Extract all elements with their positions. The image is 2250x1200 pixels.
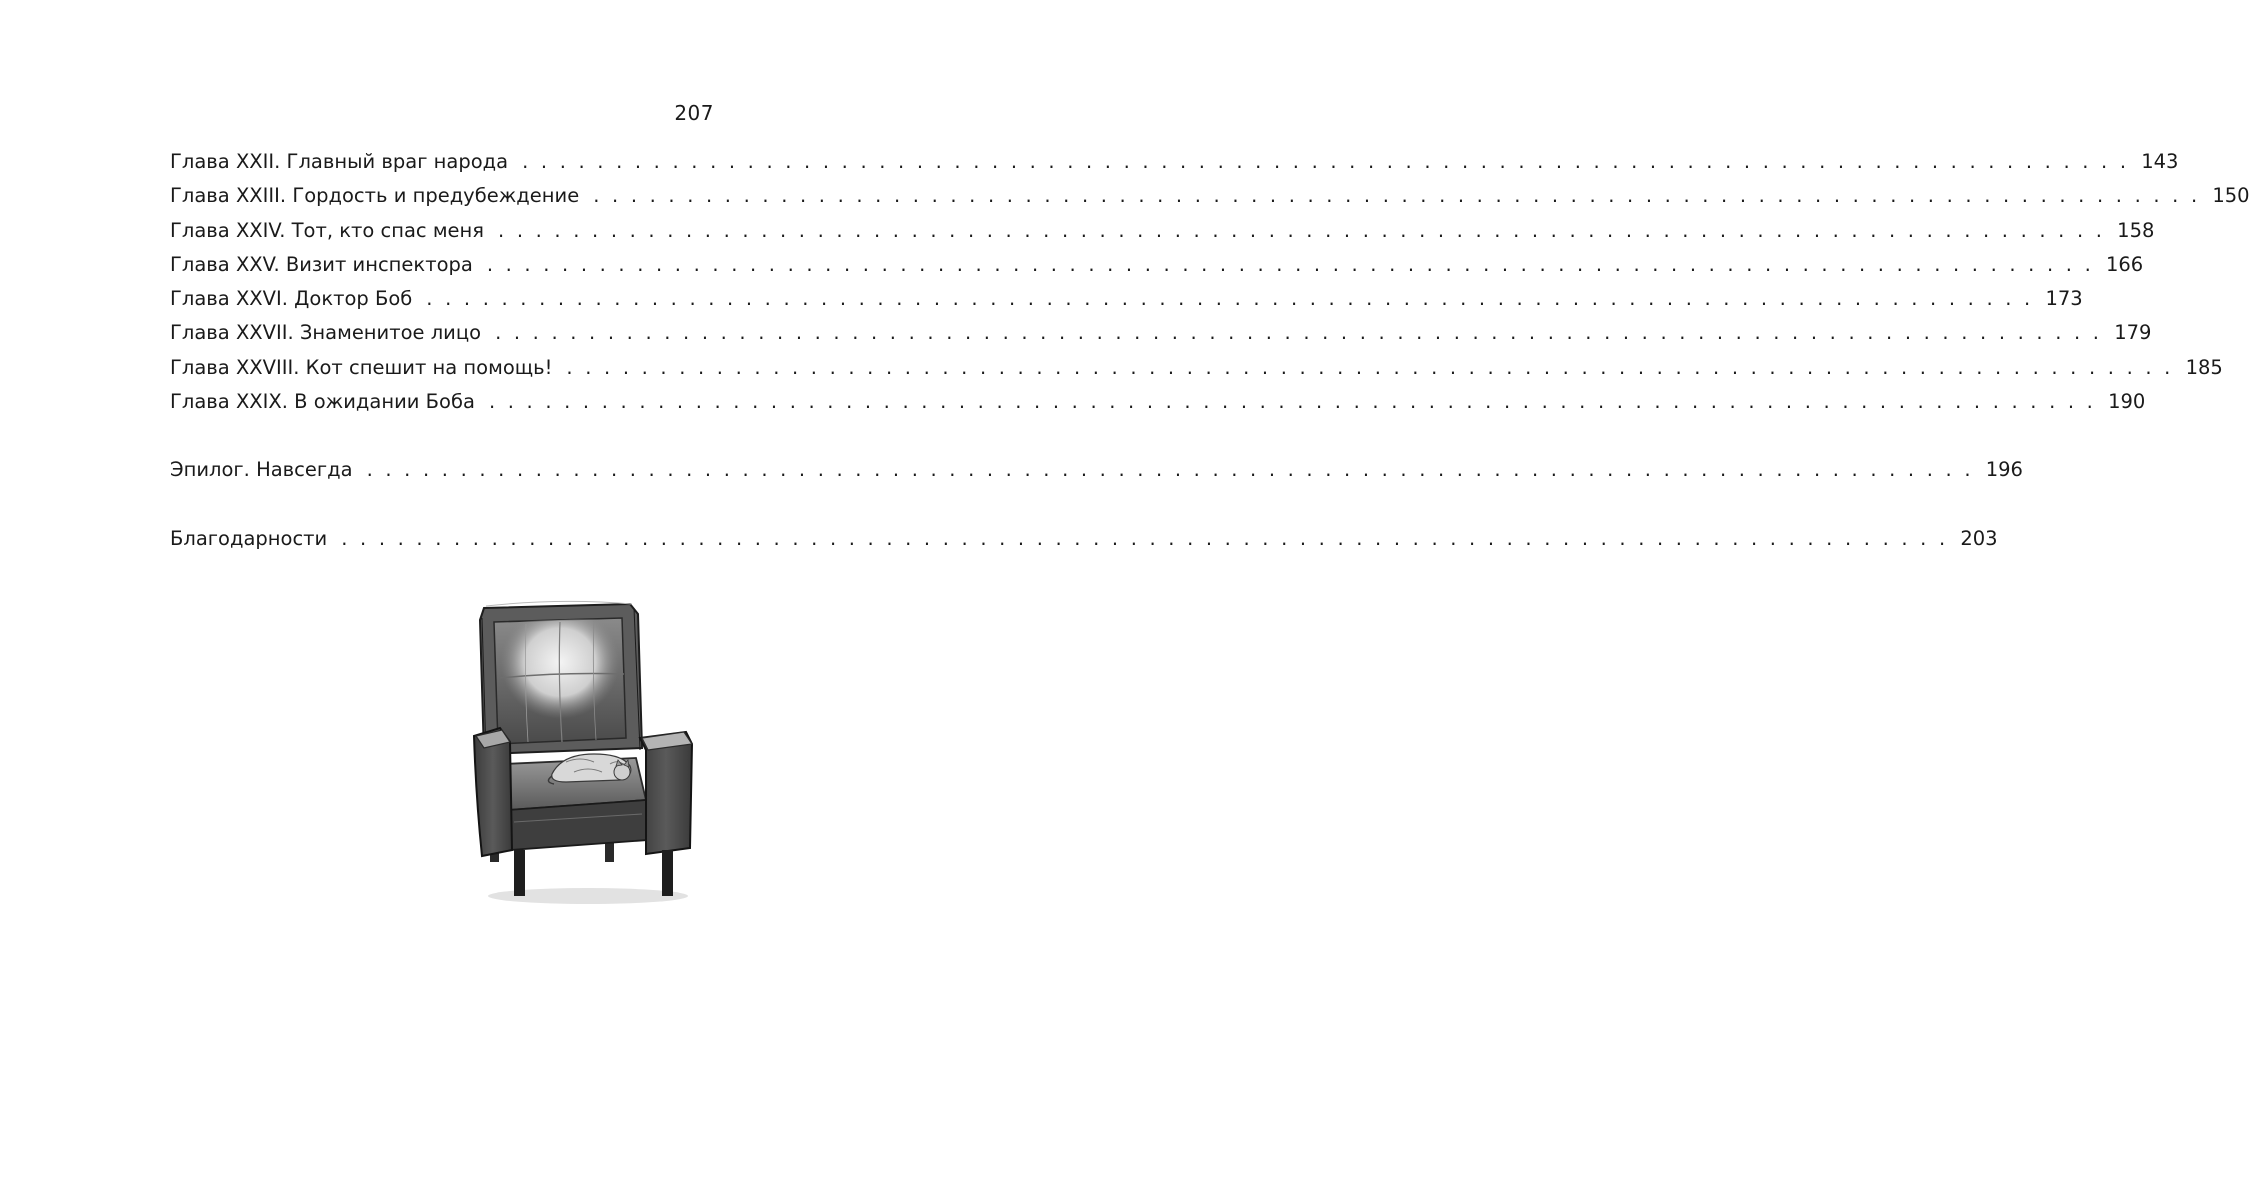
toc-dot-leader: . . . . . . . . . . . . . . . . . . . . . . . . . . . . . . . . . . . . . . . . . . . . . . . . . . . . . . . . . . . . . . . . . . . . . . . . . . . . . . . . . . . . . . xyxy=(498,218,2106,242)
toc-entry-title: Эпилог. Навсегда xyxy=(170,458,353,482)
toc-entry-chapter-24[interactable] xyxy=(170,218,2155,253)
toc-entry-page: 190 xyxy=(2108,390,2146,414)
chapters-list xyxy=(170,150,2250,424)
toc-dot-leader: . . . . . . . . . . . . . . . . . . . . . . . . . . . . . . . . . . . . . . . . . . . . . . . . . . . . . . . . . . . . . . . . . . . . . . . . . . . . . . . . . . . . . . xyxy=(486,252,2094,276)
toc-entry-chapter-28[interactable] xyxy=(170,355,2223,390)
toc-dot-leader: . . . . . . . . . . . . . . . . . . . . . . . . . . . . . . . . . . . . . . . . . . . . . . . . . . . . . . . . . . . . . . . . . . . . . . . . . . . . . . . . . . . . . . xyxy=(593,184,2201,208)
toc-dot-leader: . . . . . . . . . . . . . . . . . . . . . . . . . . . . . . . . . . . . . . . . . . . . . . . . . . . . . . . . . . . . . . . . . . . . . . . . . . . . . . . . . . . . . . xyxy=(488,390,2097,414)
toc-entry-chapter-22[interactable] xyxy=(170,150,2179,184)
toc-entry-title: Глава XXII. Главный враг народа xyxy=(170,150,509,173)
toc-entry-chapter-25[interactable] xyxy=(170,252,2144,287)
toc-dot-leader: . . . . . . . . . . . . . . . . . . . . . . . . . . . . . . . . . . . . . . . . . . . . . . . . . . . . . . . . . . . . . . . . . . . . . . . . . . . . . . . . . . . . . . xyxy=(366,458,1974,482)
table-of-contents xyxy=(170,150,2250,561)
toc-entry-page: 185 xyxy=(2185,355,2223,379)
toc-dot-leader: . . . . . . . . . . . . . . . . . . . . . . . . . . . . . . . . . . . . . . . . . . . . . . . . . . . . . . . . . . . . . . . . . . . . . . . . . . . . . . . . . . . . . . xyxy=(341,526,1949,550)
toc-entry-epilogue[interactable] xyxy=(170,458,2023,492)
toc-entry-page: 166 xyxy=(2105,252,2144,276)
toc-entry-title: Глава XXVII. Знаменитое лицо xyxy=(170,321,482,345)
acknowledgements-group xyxy=(170,526,1998,561)
toc-entry-chapter-23[interactable] xyxy=(170,184,2250,218)
toc-entry-acknowledgements[interactable] xyxy=(170,526,1998,561)
toc-entry-page: 196 xyxy=(1985,458,2023,482)
toc-entry-chapter-27[interactable] xyxy=(170,321,2152,355)
toc-entry-page: 179 xyxy=(2114,321,2152,345)
armchair-with-sleeping-cat-icon xyxy=(470,578,700,908)
toc-dot-leader: . . . . . . . . . . . . . . . . . . . . . . . . . . . . . . . . . . . . . . . . . . . . . . . . . . . . . . . . . . . . . . . . . . . . . . . . . . . . . . . . . . . . . . xyxy=(566,355,2174,379)
toc-dot-leader: . . . . . . . . . . . . . . . . . . . . . . . . . . . . . . . . . . . . . . . . . . . . . . . . . . . . . . . . . . . . . . . . . . . . . . . . . . . . . . . . . . . . . . xyxy=(522,150,2130,173)
toc-dot-leader: . . . . . . . . . . . . . . . . . . . . . . . . . . . . . . . . . . . . . . . . . . . . . . . . . . . . . . . . . . . . . . . . . . . . . . . . . . . . . . . . . . . . . . xyxy=(495,321,2103,345)
toc-entry-title: Глава XXV. Визит инспектора xyxy=(170,252,473,276)
toc-entry-page: 150 xyxy=(2212,184,2250,208)
toc-entry-title: Глава XXVIII. Кот спешит на помощь! xyxy=(170,355,553,379)
toc-entry-title: Благодарности xyxy=(170,526,328,550)
page-number: 207 xyxy=(674,101,714,125)
toc-entry-page: 158 xyxy=(2117,218,2155,242)
toc-entry-page: 173 xyxy=(2045,287,2083,311)
toc-entry-chapter-29[interactable] xyxy=(170,390,2146,424)
toc-entry-page: 203 xyxy=(1960,526,1998,550)
epilogue-group xyxy=(170,458,2023,492)
cat-figure xyxy=(548,754,630,784)
toc-entry-title: Глава XXIV. Тот, кто спас меня xyxy=(170,218,485,242)
toc-dot-leader: . . . . . . . . . . . . . . . . . . . . . . . . . . . . . . . . . . . . . . . . . . . . . . . . . . . . . . . . . . . . . . . . . . . . . . . . . . . . . . . . . . . . . . xyxy=(426,287,2034,311)
toc-entry-page: 143 xyxy=(2141,150,2179,173)
toc-entry-title: Глава XXIII. Гордость и предубеждение xyxy=(170,184,580,208)
toc-entry-title: Глава XXIX. В ожидании Боба xyxy=(170,390,475,414)
toc-entry-title: Глава XXVI. Доктор Боб xyxy=(170,287,413,311)
toc-entry-chapter-26[interactable] xyxy=(170,287,2083,321)
